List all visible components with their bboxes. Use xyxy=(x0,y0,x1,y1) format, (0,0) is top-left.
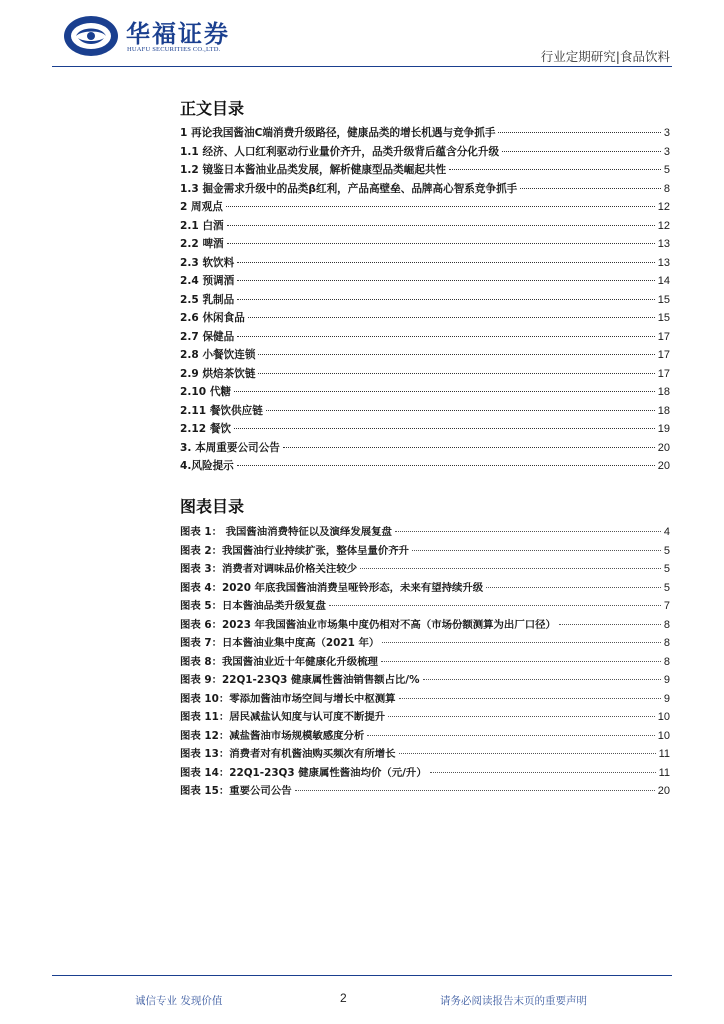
toc-entry-page: 20 xyxy=(657,441,670,454)
dot-leader xyxy=(295,790,655,791)
figure-entry-label: 图表 14：22Q1-23Q3 健康属性酱油均价（元/升） xyxy=(180,766,427,779)
figure-entry[interactable] xyxy=(180,616,670,635)
figure-entry-label: 图表 2：我国酱油行业持续扩张，整体呈量价齐升 xyxy=(180,544,410,557)
toc-entry[interactable] xyxy=(180,199,670,218)
figure-entry-label: 图表 4：2020 年底我国酱油消费呈哑铃形态，未来有望持续升级 xyxy=(180,581,484,594)
toc-entry[interactable] xyxy=(180,347,670,366)
toc-entry[interactable] xyxy=(180,181,670,200)
toc-entry[interactable] xyxy=(180,329,670,348)
figure-entry-page: 5 xyxy=(663,544,670,557)
toc-entry-label: 2 周观点 xyxy=(180,201,223,213)
toc-entry-page: 12 xyxy=(657,219,670,232)
figure-entry-label: 图表 1： 我国酱油消费特征以及演绎发展复盘 xyxy=(180,526,392,538)
toc-entry-page: 18 xyxy=(657,386,670,398)
figure-entry-page: 8 xyxy=(663,618,670,631)
figure-entry[interactable] xyxy=(180,653,670,672)
figure-entry-label: 图表 7：日本酱油业集中度高（2021 年） xyxy=(180,637,380,649)
toc-entry-label: 2.4 预调酒 xyxy=(180,275,235,287)
dot-leader xyxy=(237,280,655,281)
toc-entry-page: 15 xyxy=(657,293,670,306)
dot-leader xyxy=(329,605,661,606)
figure-entry-label: 图表 6：2023 年我国酱油业市场集中度仍相对不高（市场份额测算为出厂口径） xyxy=(180,618,556,631)
toc-entry-page: 15 xyxy=(657,312,670,324)
dot-leader xyxy=(399,698,661,699)
toc-entry-label: 1.3 掘金需求升级中的品类β红利，产品高壁垒、品牌高心智系竞争抓手 xyxy=(180,182,518,195)
dot-leader xyxy=(360,568,661,569)
dot-leader xyxy=(423,679,661,680)
toc-entry-label: 2.3 软饮料 xyxy=(180,256,235,269)
dot-leader xyxy=(486,587,661,588)
toc-entry[interactable] xyxy=(180,440,670,459)
toc-entry-page: 17 xyxy=(657,330,670,343)
toc-title: 正文目录 xyxy=(180,99,245,118)
toc-entry-page: 17 xyxy=(657,349,670,361)
toc-entry-label: 2.7 保健品 xyxy=(180,330,235,343)
dot-leader xyxy=(237,262,655,263)
figures-title: 图表目录 xyxy=(180,497,245,516)
toc-entry[interactable] xyxy=(180,384,670,403)
figure-entry[interactable] xyxy=(180,690,670,709)
figure-entry[interactable] xyxy=(180,782,670,801)
toc-entry-page: 8 xyxy=(663,182,670,195)
dot-leader xyxy=(248,317,655,318)
figure-entry-page: 10 xyxy=(657,711,670,723)
dot-leader xyxy=(226,206,655,207)
toc-entry[interactable] xyxy=(180,458,670,477)
toc-entry-label: 1 再论我国酱油C端消费升级路径，健康品类的增长机遇与竞争抓手 xyxy=(180,127,496,139)
toc-entry-page: 5 xyxy=(663,164,670,176)
toc-entry[interactable] xyxy=(180,403,670,422)
dot-leader xyxy=(502,151,661,152)
company-name-en: HUAFU SECURITIES CO.,LTD. xyxy=(127,46,221,53)
table-of-contents xyxy=(180,125,670,477)
toc-entry[interactable] xyxy=(180,273,670,292)
toc-entry[interactable] xyxy=(180,255,670,274)
dot-leader xyxy=(430,772,656,773)
toc-entry-page: 18 xyxy=(657,404,670,417)
toc-entry[interactable] xyxy=(180,421,670,440)
figure-entry-label: 图表 10：零添加酱油市场空间与增长中枢测算 xyxy=(180,692,396,705)
toc-entry-label: 2.1 白酒 xyxy=(180,219,224,232)
dot-leader xyxy=(234,391,655,392)
figure-entry-page: 4 xyxy=(663,526,670,538)
toc-entry[interactable] xyxy=(180,310,670,329)
toc-entry-page: 19 xyxy=(657,423,670,435)
figure-entry-label: 图表 15：重要公司公告 xyxy=(180,785,292,797)
toc-entry-label: 4.风险提示 xyxy=(180,460,234,472)
huafu-logo-icon xyxy=(62,14,120,58)
figure-entry[interactable] xyxy=(180,727,670,746)
dot-leader xyxy=(449,169,661,170)
toc-entry[interactable] xyxy=(180,366,670,385)
figure-entry-label: 图表 12：减盐酱油市场规模敏感度分析 xyxy=(180,729,365,742)
figure-entry-label: 图表 5：日本酱油品类升级复盘 xyxy=(180,600,326,612)
toc-entry-label: 2.6 休闲食品 xyxy=(180,312,245,324)
toc-entry[interactable] xyxy=(180,218,670,237)
dot-leader xyxy=(258,373,654,374)
toc-entry-page: 14 xyxy=(657,275,670,287)
toc-entry[interactable] xyxy=(180,144,670,163)
dot-leader xyxy=(559,624,661,625)
figure-entry[interactable] xyxy=(180,764,670,783)
toc-entry-page: 3 xyxy=(663,145,670,158)
footer-slogan: 诚信专业 发现价值 xyxy=(135,995,223,1007)
figure-entry[interactable] xyxy=(180,523,670,542)
page-number: 2 xyxy=(340,991,347,1005)
dot-leader xyxy=(234,428,655,429)
dot-leader xyxy=(382,642,661,643)
figure-entry-label: 图表 11：居民减盐认知度与认可度不断提升 xyxy=(180,711,386,723)
toc-entry-page: 17 xyxy=(657,367,670,380)
figure-entry[interactable] xyxy=(180,708,670,727)
figure-entry-page: 9 xyxy=(663,692,670,705)
toc-entry-label: 2.5 乳制品 xyxy=(180,293,235,306)
toc-entry-label: 2.11 餐饮供应链 xyxy=(180,404,263,417)
figure-entry-label: 图表 13：消费者对有机酱油购买频次有所增长 xyxy=(180,748,396,760)
dot-leader xyxy=(395,531,661,532)
footer-disclaimer: 请务必阅读报告末页的重要声明 xyxy=(440,995,587,1007)
toc-entry-label: 2.8 小餐饮连锁 xyxy=(180,349,256,361)
figure-entry-page: 8 xyxy=(663,637,670,649)
dot-leader xyxy=(388,716,655,717)
company-logo xyxy=(62,12,242,58)
dot-leader xyxy=(367,735,654,736)
figure-entry-page: 10 xyxy=(657,729,670,742)
figure-entry-label: 图表 9：22Q1-23Q3 健康属性酱油销售额占比/% xyxy=(180,674,420,686)
toc-entry-page: 3 xyxy=(663,127,670,139)
dot-leader xyxy=(283,447,655,448)
figure-entry-page: 5 xyxy=(663,563,670,575)
figure-entry-label: 图表 8：我国酱油业近十年健康化升级梳理 xyxy=(180,655,378,668)
figure-entry-page: 11 xyxy=(658,748,670,760)
figure-entry-page: 20 xyxy=(657,785,670,797)
dot-leader xyxy=(498,132,660,133)
dot-leader xyxy=(412,550,661,551)
figure-entry[interactable] xyxy=(180,634,670,653)
figure-entry-page: 7 xyxy=(663,600,670,612)
company-name-cn: 华福证券 xyxy=(126,20,230,48)
toc-entry-label: 3. 本周重要公司公告 xyxy=(180,441,280,454)
toc-entry-page: 13 xyxy=(657,256,670,269)
dot-leader xyxy=(520,188,661,189)
toc-entry-label: 2.9 烘焙茶饮链 xyxy=(180,367,256,380)
toc-entry-label: 2.12 餐饮 xyxy=(180,423,232,435)
dot-leader xyxy=(399,753,656,754)
toc-entry[interactable] xyxy=(180,162,670,181)
toc-entry-page: 12 xyxy=(657,201,670,213)
toc-entry-page: 20 xyxy=(657,460,670,472)
figure-entry[interactable] xyxy=(180,542,670,561)
figure-entry-page: 8 xyxy=(663,655,670,668)
dot-leader xyxy=(227,243,655,244)
toc-entry-page: 13 xyxy=(657,238,670,250)
page-header xyxy=(0,0,724,70)
figure-entry[interactable] xyxy=(180,671,670,690)
figure-entry[interactable] xyxy=(180,560,670,579)
figure-entry[interactable] xyxy=(180,579,670,598)
dot-leader xyxy=(227,225,655,226)
figure-entry-page: 5 xyxy=(663,581,670,594)
figure-entry-page: 9 xyxy=(663,674,670,686)
toc-entry[interactable] xyxy=(180,125,670,144)
dot-leader xyxy=(258,354,654,355)
toc-entry-label: 1.2 镜鉴日本酱油业品类发展，解析健康型品类崛起共性 xyxy=(180,164,447,176)
dot-leader xyxy=(237,336,655,337)
report-type: 行业定期研究|食品饮料 xyxy=(540,49,670,64)
figure-entry[interactable] xyxy=(180,597,670,616)
toc-entry[interactable] xyxy=(180,236,670,255)
dot-leader xyxy=(266,410,655,411)
header-divider xyxy=(52,66,672,67)
footer-divider xyxy=(52,975,672,976)
figure-entry[interactable] xyxy=(180,745,670,764)
dot-leader xyxy=(237,465,655,466)
figure-entry-label: 图表 3：消费者对调味品价格关注较少 xyxy=(180,563,358,575)
toc-entry[interactable] xyxy=(180,292,670,311)
figure-entry-page: 11 xyxy=(658,766,670,779)
dot-leader xyxy=(237,299,655,300)
toc-entry-label: 1.1 经济、人口红利驱动行业量价齐升，品类升级背后蕴含分化升级 xyxy=(180,145,500,158)
toc-entry-label: 2.10 代糖 xyxy=(180,386,232,398)
dot-leader xyxy=(381,661,661,662)
toc-entry-label: 2.2 啤酒 xyxy=(180,238,224,250)
figure-list xyxy=(180,523,670,801)
